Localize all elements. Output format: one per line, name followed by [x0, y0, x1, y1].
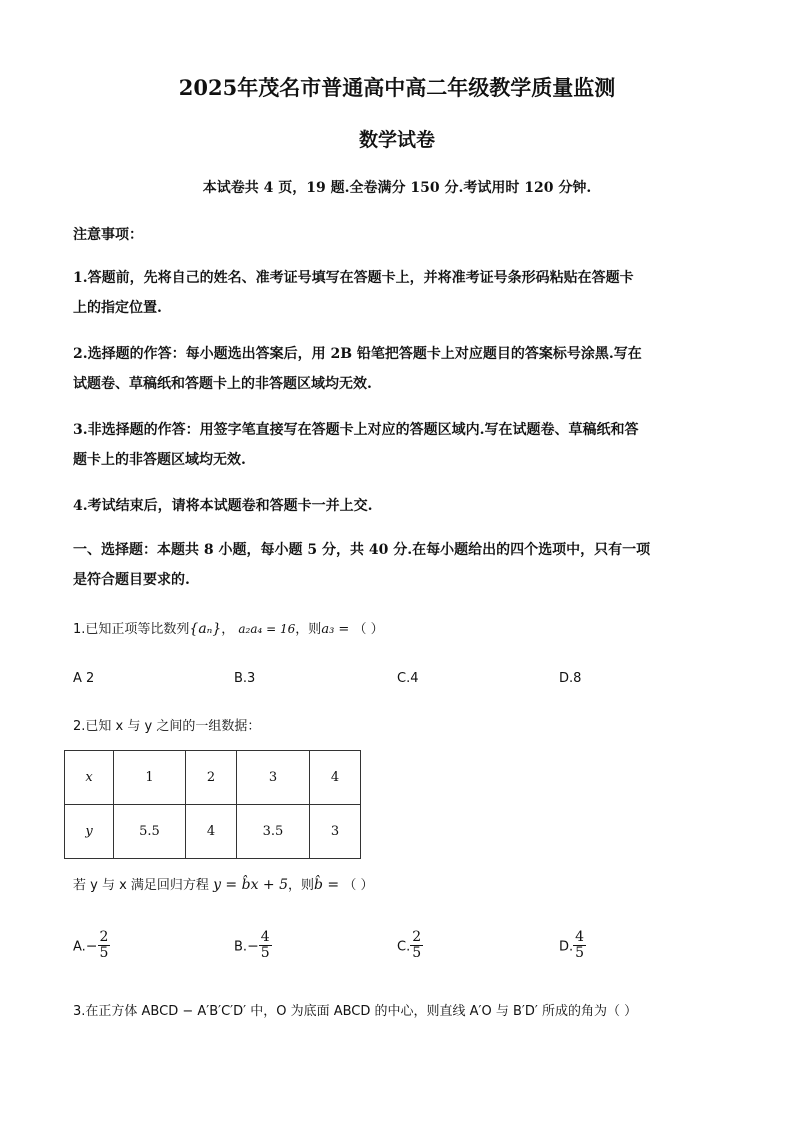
q2-option-c [397, 930, 423, 962]
numerator: 4 [575, 929, 585, 945]
section1-line1: 一、选择题：本题共 8 小题，每小题 5 分，共 40 分.在每小题给出的四个选项中，只有一项 [73, 542, 651, 558]
exam-subtitle: 数学试卷 [358, 129, 435, 151]
q1-sequence: {aₙ} [189, 621, 222, 637]
denominator: 5 [575, 945, 585, 962]
option-label: B. [234, 939, 248, 955]
q1-option-d: D.8 [559, 671, 582, 686]
q1-option-b: B.3 [234, 671, 256, 686]
fraction [98, 930, 111, 962]
numerator: 4 [260, 929, 270, 945]
exam-info: 本试卷共 4 页，19 题.全卷满分 150 分.考试用时 120 分钟. [202, 180, 592, 196]
question-1 [73, 618, 384, 637]
notes-heading: 注意事项： [73, 227, 143, 243]
table-cell: 1 [114, 751, 186, 805]
q2-data-table [64, 750, 361, 859]
table-cell: x [65, 751, 114, 805]
q1-comma: ， [221, 622, 235, 637]
table-cell: 4 [186, 805, 237, 859]
table-cell: 3 [237, 751, 310, 805]
table-cell: 2 [186, 751, 237, 805]
q1-option-c: C.4 [397, 671, 419, 686]
numerator: 2 [412, 929, 422, 945]
q1-then: ，则 [295, 622, 322, 637]
note-4: 4.考试结束后，请将本试题卷和答题卡一并上交. [73, 498, 373, 514]
q2-cond-then: ，则 [288, 878, 315, 893]
q2-equation: y = b̂x + 5 [213, 877, 288, 893]
option-label: A. [73, 939, 86, 955]
option-label: D. [559, 939, 574, 955]
table-cell: 4 [310, 751, 361, 805]
q1-condition: a₂a₄ = 16 [238, 622, 296, 636]
table-cell: 3.5 [237, 805, 310, 859]
fraction [259, 930, 272, 962]
option-label: C. [397, 939, 411, 955]
option-sign: − [85, 938, 98, 955]
table-cell: y [65, 805, 114, 859]
fraction [573, 930, 586, 962]
section1-line2: 是符合题目要求的. [73, 572, 190, 588]
denominator: 5 [99, 945, 109, 962]
q2-cond-prefix: 若 y 与 x 满足回归方程 [73, 878, 209, 893]
q2-stem: 2.已知 x 与 y 之间的一组数据： [73, 719, 261, 734]
option-sign: − [247, 938, 259, 955]
numerator: 2 [99, 929, 109, 945]
q2-option-b [234, 930, 272, 962]
q2-target: b̂ = [314, 877, 340, 893]
table-cell: 5.5 [114, 805, 186, 859]
note-1-line2: 上的指定位置. [73, 300, 162, 316]
q1-prefix: 1.已知正项等比数列 [73, 622, 190, 637]
q2-option-a [73, 930, 110, 962]
note-2-line1: 2.选择题的作答：每小题选出答案后，用 2B 铅笔把答题卡上对应题目的答案标号涂黑.写在 [73, 346, 642, 362]
table-row [65, 805, 361, 859]
table-cell: 3 [310, 805, 361, 859]
q1-paren: （ ） [353, 622, 384, 637]
q2-paren: （ ） [343, 878, 374, 893]
q3-stem: 3.在正方体 ABCD − A′B′C′D′ 中，O 为底面 ABCD 的中心，则直线 A′O 与 B′D′ 所成的角为（ ） [73, 1004, 638, 1019]
note-3-line1: 3.非选择题的作答：用签字笔直接写在答题卡上对应的答题区域内.写在试题卷、草稿纸和答 [73, 422, 639, 438]
fraction [410, 930, 423, 962]
note-2-line2: 试题卷、草稿纸和答题卡上的非答题区域均无效. [73, 376, 372, 392]
denominator: 5 [412, 945, 422, 962]
q1-target: a₃ = [321, 622, 350, 637]
denominator: 5 [260, 945, 270, 962]
table-row [65, 751, 361, 805]
q2-option-d [559, 930, 586, 962]
note-1-line1: 1.答题前，先将自己的姓名、准考证号填写在答题卡上，并将准考证号条形码粘贴在答题卡 [73, 270, 634, 286]
exam-title: 2025年茂名市普通高中高二年级教学质量监测 [178, 75, 616, 100]
q1-option-a: A 2 [73, 671, 95, 686]
note-3-line2: 题卡上的非答题区域均无效. [73, 452, 246, 468]
q2-condition [73, 874, 373, 893]
